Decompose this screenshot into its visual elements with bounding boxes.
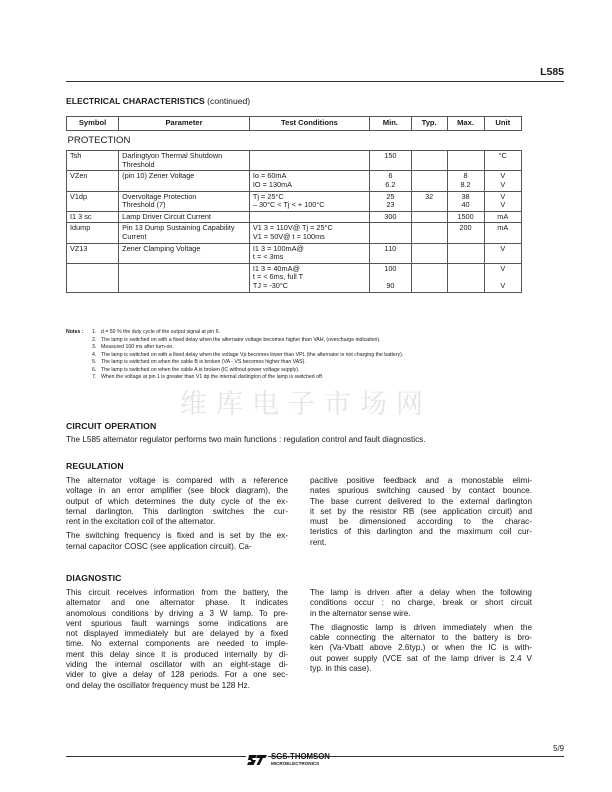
paragraph	[310, 588, 532, 619]
note-item	[66, 367, 536, 375]
text-line: ternal darlington. This darlington switches the cur-	[66, 506, 288, 516]
table-cell-cond	[249, 223, 369, 243]
cell-line: Zener Clamping Voltage	[122, 243, 201, 253]
paragraph	[66, 588, 288, 691]
table-cell-unit	[484, 243, 521, 263]
notes-label	[66, 367, 92, 375]
table-cell-typ	[411, 223, 447, 243]
note-number: 5.	[92, 359, 97, 365]
page-number: 5/9	[553, 744, 564, 753]
text-line: rent in the excitation coil of the alternator.	[66, 517, 216, 527]
text-line: The switching frequency is fixed and is set by the ex-	[66, 531, 288, 541]
notes-label	[66, 337, 92, 345]
text-line: rent.	[310, 537, 327, 547]
header-parameter: Parameter	[119, 117, 250, 131]
note-item	[66, 337, 536, 345]
cell-line: 300	[384, 211, 397, 221]
cell-line: 90	[386, 280, 395, 290]
cell-line: Threshold (7)	[122, 200, 166, 210]
table-cell-typ	[411, 263, 447, 292]
table-cell-symbol: V1dp	[67, 191, 119, 211]
table-row	[67, 223, 522, 243]
text-line: ment this delay since it is produced internally by di-	[66, 649, 288, 659]
note-item	[66, 329, 536, 337]
text-line: The lamp is driven after a delay when the following	[310, 588, 532, 597]
paragraph	[310, 623, 532, 674]
table-cell-min	[369, 191, 411, 211]
table-cell-cond	[249, 263, 369, 292]
table-cell-typ	[411, 151, 447, 171]
note-text: d = 50 % the duty cycle of the output signal at pin 6.	[101, 329, 220, 335]
note-number: 3.	[92, 344, 97, 350]
note-text: The lamp is switched on when the cable B is broken (VA - VS becomes higher than VAS).	[101, 359, 306, 365]
table-cell-min	[369, 151, 411, 171]
cell-line: Threshold	[122, 159, 155, 169]
cell-line: 110	[384, 243, 397, 253]
header-max: Max.	[447, 117, 484, 131]
electrical-characteristics-table	[66, 116, 522, 293]
text-line: alternator and one alternator phase. It indicates	[66, 598, 288, 608]
diagnostic-left-column	[66, 588, 288, 695]
header-typ: Typ.	[411, 117, 447, 131]
circuit-operation-heading: CIRCUIT OPERATION	[66, 421, 157, 431]
table-cell-max	[447, 243, 484, 263]
circuit-operation-text: The L585 alternator regulator performs two main functions : regulation control and fault diagnostics.	[66, 435, 426, 444]
notes-label	[66, 374, 92, 382]
table-cell-param	[119, 171, 250, 191]
cell-line: V	[500, 200, 506, 210]
cell-line: 40	[461, 200, 470, 210]
brand-text	[271, 753, 330, 767]
table-cell-symbol: VZen	[67, 171, 119, 191]
text-line: time. No external components are needed to imple-	[66, 639, 288, 649]
table-row	[67, 263, 522, 292]
table-cell-cond	[249, 171, 369, 191]
cell-line: V	[500, 179, 506, 189]
text-line: The diagnostic lamp is driven immediately when the	[310, 622, 532, 632]
cell-line: Darlingtyon Thermal Shutdown	[122, 151, 223, 161]
cell-line: 150	[384, 151, 397, 161]
section-title-suffix: (continued)	[207, 96, 251, 106]
table-row	[67, 151, 522, 171]
table-cell-param	[119, 223, 250, 243]
table-cell-param	[119, 211, 250, 223]
cell-line: V1 = 50V@ t = 100ms	[252, 231, 325, 241]
notes-label	[66, 359, 92, 367]
table-cell-cond	[249, 211, 369, 223]
text-line: The alternator voltage is compared with a reference	[66, 476, 288, 485]
cell-line: 32	[425, 191, 434, 201]
paragraph	[310, 476, 532, 548]
text-line: not displayed immediately but are delayed by a fixed	[66, 629, 288, 639]
cell-line: °C	[498, 151, 507, 161]
text-line: out power supply (VCE sat of the lamp driver is 2.4 V	[310, 653, 532, 663]
table-cell-typ	[411, 191, 447, 211]
note-text: The lamp is switched on when the cable A is broken (IC without power voltage supply).	[101, 366, 300, 373]
text-line: The base current delivered to the external darlington	[310, 496, 532, 506]
text-line: must be dimensioned according to the charac-	[310, 517, 532, 527]
table-cell-typ	[411, 171, 447, 191]
table-cell-max	[447, 171, 484, 191]
cell-line: 25	[386, 191, 395, 201]
text-line: it set by the resistor RB (see application circuit) and	[310, 506, 532, 516]
cell-line: V	[500, 171, 506, 181]
text-line: ken (Va-Vbatt above 2.6typ.) or when the IC is with-	[310, 643, 532, 653]
table-row	[67, 191, 522, 211]
cell-line: IO = 130mA	[252, 179, 293, 189]
table-cell-unit	[484, 263, 521, 292]
st-logo-icon	[246, 752, 268, 768]
regulation-right-column	[310, 476, 532, 552]
note-text: Measured 100 ms after turn-on.	[101, 344, 174, 350]
cell-line: mA	[497, 211, 509, 221]
cell-line: V1 3 = 110V@ Tj = 25°C	[252, 223, 333, 233]
watermark: 维库电子市场网	[180, 389, 432, 420]
cell-line: Overvoltage Protection	[122, 191, 197, 201]
table-cell-max	[447, 211, 484, 223]
table-cell-unit	[484, 171, 521, 191]
cell-line: mA	[497, 223, 509, 233]
text-line: vider to give a delay of 128 periods. For a one sec-	[66, 670, 288, 680]
cell-line: – 30°C < Tj < + 100°C	[252, 200, 325, 210]
table-cell-unit	[484, 211, 521, 223]
text-line: in the alternator sense wire.	[310, 608, 411, 618]
table-cell-max	[447, 263, 484, 292]
table-cell-typ	[411, 211, 447, 223]
table-cell-symbol: Tsh	[67, 151, 119, 171]
table-cell-cond	[249, 243, 369, 263]
group-protection: PROTECTION	[67, 130, 522, 151]
note-number: 6.	[92, 366, 97, 373]
paragraph	[66, 476, 288, 527]
header-min: Min.	[369, 117, 411, 131]
table-cell-max	[447, 223, 484, 243]
table-cell-unit	[484, 223, 521, 243]
table-header-row	[67, 117, 522, 131]
cell-line: t = < 3ms	[252, 252, 284, 262]
table-cell-param	[119, 151, 250, 171]
header-symbol: Symbol	[67, 117, 119, 131]
text-line: ternal capacitor COSC (see application circuit). Ca-	[66, 541, 252, 551]
header-test-conditions: Test Conditions	[249, 117, 369, 131]
table-cell-min	[369, 223, 411, 243]
table-cell-param	[119, 191, 250, 211]
regulation-heading: REGULATION	[66, 461, 124, 471]
text-line: anomolous conditions by driving a 3 W lamp. To pre-	[66, 608, 288, 618]
table-body	[67, 151, 522, 292]
cell-line: 200	[459, 223, 472, 233]
regulation-left-column	[66, 476, 288, 556]
note-number: 4.	[92, 351, 97, 358]
note-text: When the voltage at pin 1 is greater than V1 dp the internal darlington of the lamp is switched off.	[101, 374, 324, 380]
text-line: teristics of this darlington and the maximum coil cur-	[310, 527, 532, 537]
table-cell-typ	[411, 243, 447, 263]
note-text: The lamp is switched on with a fixed delay when the alternator voltage becomes higher than VAH, (overcharge indication).	[101, 336, 381, 343]
cell-line: Lamp Driver Circuit Current	[122, 211, 211, 221]
table-cell-max	[447, 151, 484, 171]
note-item	[66, 344, 536, 352]
text-line: voltage in an error amplifier (see block diagram), the	[66, 486, 288, 496]
text-line: nates spurious switching caused by contact bounce.	[310, 486, 532, 496]
cell-line: V	[500, 191, 506, 201]
brand-name: SGS-THOMSON	[271, 752, 330, 761]
note-number: 1.	[92, 329, 97, 335]
notes-label	[66, 344, 92, 352]
table-cell-symbol: Idump	[67, 223, 119, 243]
cell-line: 1500	[457, 211, 474, 221]
table-cell-param	[119, 263, 250, 292]
header-unit: Unit	[484, 117, 521, 131]
notes	[66, 329, 536, 382]
note-item	[66, 374, 536, 382]
note-item	[66, 352, 536, 360]
footer-logo	[246, 752, 330, 768]
cell-line: Tj = 25°C	[252, 191, 284, 201]
table-cell-max	[447, 191, 484, 211]
text-line: ond delay the oscillator frequency must be 128 Hz.	[66, 680, 250, 690]
table-cell-unit	[484, 151, 521, 171]
table-row	[67, 243, 522, 263]
note-number: 7.	[92, 374, 97, 380]
notes-label: Notes :	[66, 329, 84, 335]
cell-line: Io = 60mA	[252, 171, 287, 181]
cell-line: I1 3 = 100mA@	[252, 243, 304, 253]
cell-line: V	[500, 280, 506, 290]
cell-line: V	[500, 263, 506, 273]
cell-line: 6	[388, 171, 393, 181]
table-cell-unit	[484, 191, 521, 211]
text-line: cable connecting the alternator to the battery is bro-	[310, 633, 532, 643]
part-number: L585	[540, 66, 564, 78]
paragraph	[66, 531, 288, 552]
table-row	[67, 171, 522, 191]
cell-line: Current	[122, 231, 147, 241]
cell-line: TJ = -30°C	[252, 280, 289, 290]
notes-label	[66, 352, 92, 360]
text-line: pacitive positive feedback and a monostable elimi-	[310, 476, 532, 485]
table-cell-symbol	[67, 263, 119, 292]
text-line: viding the internal oscillator with an eight-stage di-	[66, 660, 288, 670]
cell-line: 100	[384, 263, 397, 273]
table-cell-min	[369, 171, 411, 191]
table-cell-min	[369, 211, 411, 223]
table-cell-symbol: I1 3 sc	[67, 211, 119, 223]
cell-line: 38	[461, 191, 470, 201]
text-line: output of which determines the duty cycle of the ex-	[66, 496, 288, 506]
text-line: vent spurious fault warnings some indications are	[66, 618, 288, 628]
cell-line: t = < 6ms, full T	[252, 272, 304, 282]
text-line: This circuit receives information from the battery, the	[66, 588, 288, 597]
brand-subtitle: MICROELECTRONICS	[271, 761, 320, 766]
cell-line: 6.2	[385, 179, 396, 189]
diagnostic-heading: DIAGNOSTIC	[66, 573, 122, 583]
note-item	[66, 359, 536, 367]
diagnostic-right-column	[310, 588, 532, 678]
cell-line: 8.2	[460, 179, 471, 189]
cell-line: V	[500, 243, 506, 253]
table-cell-cond	[249, 191, 369, 211]
table-cell-param	[119, 243, 250, 263]
cell-line: Pin 13 Dump Sustaining Capability	[122, 223, 235, 233]
note-text: The lamp is switched on with a fixed delay when the voltage Vp becomes lower than VPL (the alternator is not charging the battery).	[101, 351, 404, 358]
cell-line: 8	[463, 171, 468, 181]
cell-line: I1 3 = 40mA@	[252, 263, 300, 273]
text-line: conditions occur : no charge, break or short circuit	[310, 598, 532, 608]
header-rule	[66, 81, 564, 82]
note-number: 2.	[92, 336, 97, 343]
table-cell-symbol: VZ13	[67, 243, 119, 263]
section-title: ELECTRICAL CHARACTERISTICS (continued)	[66, 96, 251, 106]
cell-line: 23	[386, 200, 395, 210]
table-cell-cond	[249, 151, 369, 171]
table-row	[67, 211, 522, 223]
table-group-row	[67, 130, 522, 151]
table-cell-min	[369, 263, 411, 292]
text-line: typ. in this case).	[310, 664, 372, 674]
table-cell-min	[369, 243, 411, 263]
cell-line: (pin 10) Zener Voltage	[122, 171, 195, 181]
